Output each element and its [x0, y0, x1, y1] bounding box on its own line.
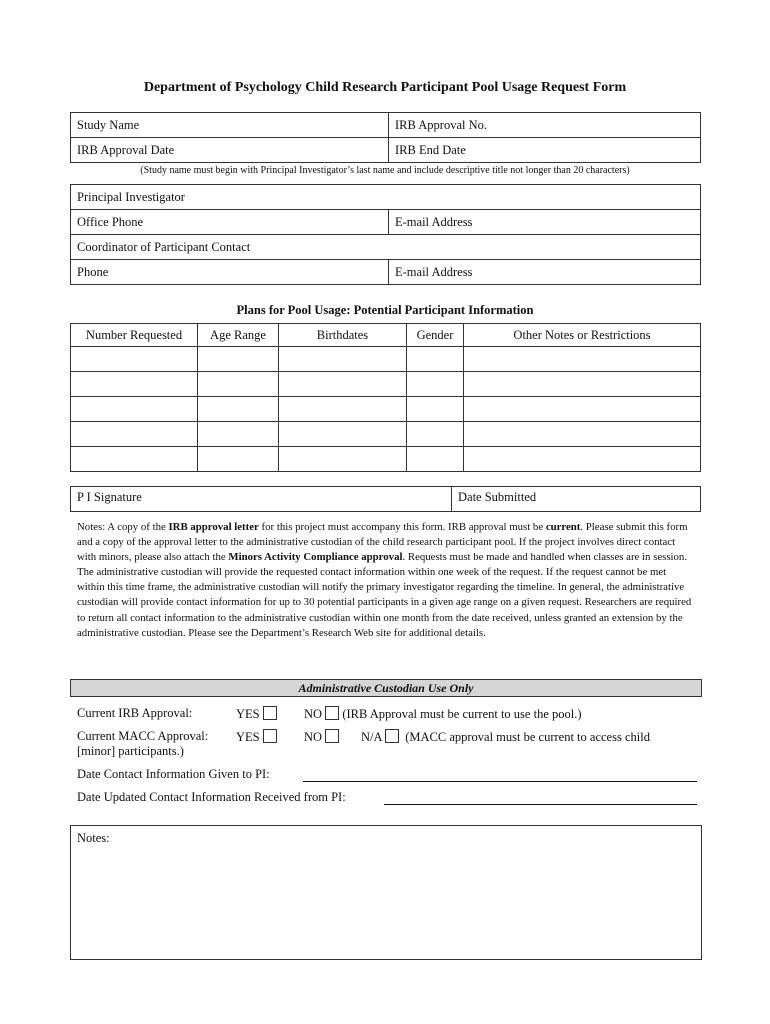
- date-returned-line[interactable]: [384, 803, 697, 805]
- macc-yes-label: YES: [236, 730, 260, 744]
- notes-bold: IRB approval letter: [168, 521, 259, 533]
- table-cell[interactable]: [464, 372, 701, 397]
- date-submitted-label: Date Submitted: [458, 490, 537, 504]
- notes-text: Notes: A copy of the: [77, 521, 169, 533]
- macc-no-label: NO: [304, 730, 323, 744]
- macc-yes-checkbox[interactable]: [263, 729, 277, 743]
- irb-no-label: NO: [304, 707, 323, 721]
- col-number-requested: Number Requested: [71, 324, 198, 347]
- col-other-notes: Other Notes or Restrictions: [464, 324, 701, 347]
- pi-label: Principal Investigator: [77, 189, 185, 204]
- macc-yes-option: [236, 729, 277, 745]
- col-birthdates: Birthdates: [279, 324, 407, 347]
- table-cell[interactable]: [464, 397, 701, 422]
- macc-approval-label: Current MACC Approval:: [77, 729, 209, 743]
- table-cell[interactable]: [464, 422, 701, 447]
- table-cell[interactable]: [198, 372, 279, 397]
- table-cell[interactable]: [279, 397, 407, 422]
- study-name-field[interactable]: [71, 113, 389, 138]
- irb-end-date-field[interactable]: [389, 138, 701, 163]
- table-row: [71, 372, 701, 397]
- date-given-line[interactable]: [303, 780, 697, 782]
- coordinator-field[interactable]: [71, 235, 701, 260]
- col-gender: Gender: [407, 324, 464, 347]
- pool-table: [70, 323, 701, 472]
- notes-text: . Please submit this form and a copy of the approval letter to the administrative custodian of the child research participant pool. If the project involves direct contact with minors, please also attach the: [77, 521, 688, 564]
- macc-na-option: [361, 729, 650, 745]
- irb-yes-label: YES: [236, 707, 260, 721]
- table-cell[interactable]: [407, 347, 464, 372]
- macc-na-label: N/A: [361, 730, 382, 744]
- notes-text: for this project must accompany this form. IRB approval must be: [258, 521, 546, 533]
- macc-na-checkbox[interactable]: [385, 729, 399, 743]
- study-name-note: (Study name must begin with Principal Investigator’s last name and include descriptive title not longer than 20 characters): [140, 165, 630, 176]
- table-cell[interactable]: [71, 447, 198, 472]
- table-cell[interactable]: [71, 347, 198, 372]
- study-name-label: Study Name: [77, 117, 140, 132]
- notes-box[interactable]: [70, 825, 702, 960]
- notes-bold: current: [545, 521, 581, 533]
- table-cell[interactable]: [407, 447, 464, 472]
- email-label-1: E-mail Address: [395, 214, 473, 229]
- table-cell[interactable]: [279, 347, 407, 372]
- macc-no-checkbox[interactable]: [325, 729, 339, 743]
- col-age-range: Age Range: [198, 324, 279, 347]
- table-cell[interactable]: [198, 447, 279, 472]
- signature-table: [70, 486, 701, 512]
- irb-yes-checkbox[interactable]: [263, 706, 277, 720]
- email-field-1[interactable]: [389, 210, 701, 235]
- date-returned-label: Date Updated Contact Information Received from PI:: [77, 790, 346, 804]
- irb-no-option: [304, 706, 582, 722]
- table-cell[interactable]: [464, 447, 701, 472]
- macc-label-continued: [minor] participants.): [77, 744, 184, 758]
- pi-signature-field[interactable]: [71, 487, 452, 512]
- office-phone-label: Office Phone: [77, 214, 144, 229]
- table-cell[interactable]: [279, 447, 407, 472]
- irb-approval-date-field[interactable]: [71, 138, 389, 163]
- table-cell[interactable]: [407, 372, 464, 397]
- study-table: [70, 112, 701, 163]
- irb-no-label: IRB Approval No.: [395, 117, 488, 132]
- irb-no-checkbox[interactable]: [325, 706, 339, 720]
- irb-no-field[interactable]: [389, 113, 701, 138]
- table-cell[interactable]: [407, 397, 464, 422]
- pool-heading: Plans for Pool Usage: Potential Participant Information: [236, 303, 534, 317]
- office-phone-field[interactable]: [71, 210, 389, 235]
- macc-note: (MACC approval must be current to access child: [405, 730, 650, 744]
- irb-end-date-label: IRB End Date: [395, 142, 466, 157]
- contacts-table: [70, 184, 701, 285]
- form-title: Department of Psychology Child Research Participant Pool Usage Request Form: [143, 80, 627, 95]
- date-given-label: Date Contact Information Given to PI:: [77, 767, 270, 781]
- table-row: [71, 347, 701, 372]
- coordinator-label: Coordinator of Participant Contact: [77, 239, 251, 254]
- table-cell[interactable]: [198, 397, 279, 422]
- table-row: [71, 447, 701, 472]
- table-cell[interactable]: [198, 422, 279, 447]
- pi-field[interactable]: [71, 185, 701, 210]
- email-label-2: E-mail Address: [395, 264, 473, 279]
- table-cell[interactable]: [71, 422, 198, 447]
- notes-text: . Requests must be made and handled when classes are in session. The administrative custodian will provide the requested contact information within one week of the request. If the request cannot be met within this time frame, the administrative custodian will notify the primary investigator regarding the timeline. In general, the administrative custodian will provide contact information for up to 30 potential participants in a given age range on a given request. Researchers are required to return all contact information to the administrative custodian within one month from the date received, unless granted an extension by the administrative custodian. Please see the Department’s Research Web site for additional details.: [77, 551, 692, 639]
- notes-paragraph: [77, 520, 692, 641]
- irb-approval-date-label: IRB Approval Date: [77, 142, 175, 157]
- email-field-2[interactable]: [389, 260, 701, 285]
- table-cell[interactable]: [198, 347, 279, 372]
- notes-bold: Minors Activity Compliance approval: [228, 551, 403, 564]
- phone-field[interactable]: [71, 260, 389, 285]
- date-submitted-field[interactable]: [452, 487, 701, 512]
- phone-label: Phone: [77, 264, 109, 279]
- irb-yes-option: [236, 706, 277, 722]
- macc-no-option: [304, 729, 339, 745]
- pi-signature-label: P I Signature: [77, 490, 142, 504]
- irb-note: (IRB Approval must be current to use the pool.): [342, 707, 582, 721]
- table-cell[interactable]: [279, 372, 407, 397]
- table-cell[interactable]: [71, 372, 198, 397]
- table-cell[interactable]: [71, 397, 198, 422]
- table-cell[interactable]: [407, 422, 464, 447]
- table-row: [71, 422, 701, 447]
- irb-approval-label: Current IRB Approval:: [77, 706, 193, 720]
- table-cell[interactable]: [464, 347, 701, 372]
- notes-box-label: Notes:: [77, 831, 110, 845]
- table-cell[interactable]: [279, 422, 407, 447]
- admin-header: Administrative Custodian Use Only: [70, 679, 702, 697]
- table-row: [71, 397, 701, 422]
